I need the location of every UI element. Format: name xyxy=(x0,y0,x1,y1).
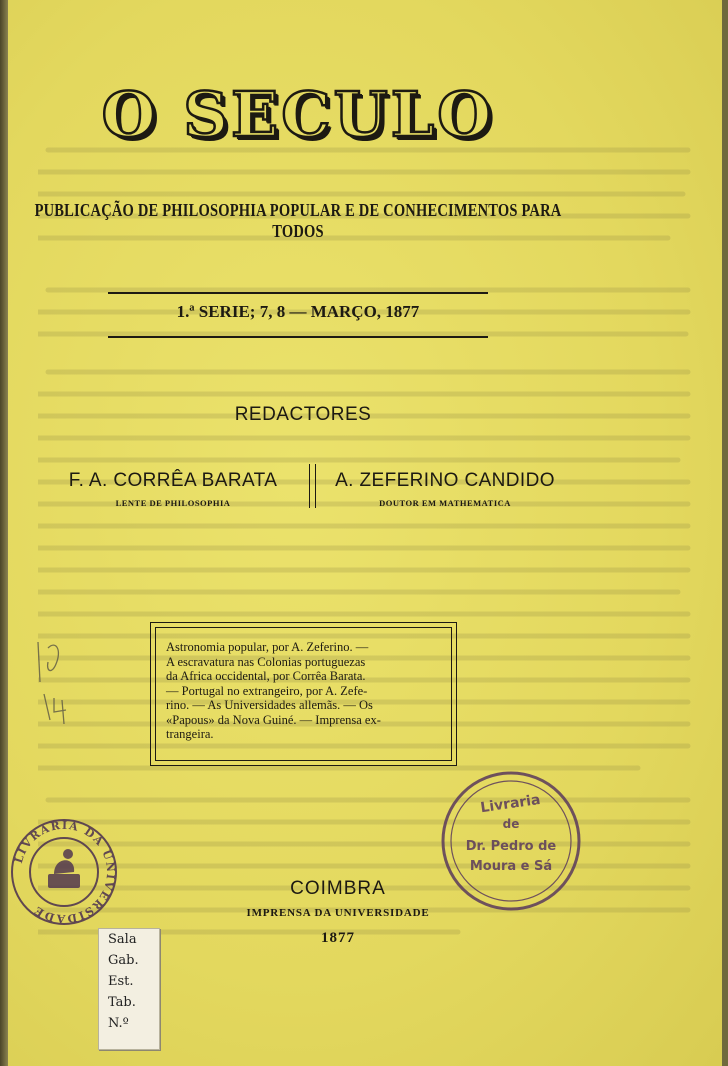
rule-top xyxy=(108,292,488,294)
pencil-margin-marks xyxy=(30,620,80,734)
editors-separator xyxy=(309,464,316,508)
contents-line: «Papous» da Nova Guiné. — Imprensa ex- xyxy=(166,712,381,727)
title-page xyxy=(8,0,722,1066)
editors-heading: REDACTORES xyxy=(234,404,372,425)
contents-line: — Portugal no extrangeiro, por A. Zefe- xyxy=(166,683,368,698)
shelf-field-est: Est. xyxy=(108,974,134,989)
editor-1-name: F. A. CORRÊA BARATA xyxy=(68,470,278,491)
shelf-field-no: N.º xyxy=(108,1016,129,1031)
university-library-stamp xyxy=(8,812,120,936)
editor-2-role: DOUTOR EM MATHEMATICA xyxy=(379,498,511,508)
svg-text:Livraria: Livraria xyxy=(479,791,542,817)
editor-2-name: A. ZEFERINO CANDIDO xyxy=(335,470,555,491)
editor-1 xyxy=(48,470,298,508)
journal-subtitle: PUBLICAÇÃO DE PHILOSOPHIA POPULAR E DE CONHECIMENTOS PARA TODOS xyxy=(34,200,562,242)
rule-bottom xyxy=(108,336,488,338)
contents-line: trangeira. xyxy=(166,727,214,741)
journal-title: O SECULO xyxy=(101,78,495,151)
contents-line: Astronomia popular, por A. Zeferino. — xyxy=(166,640,369,654)
contents-line: da Africa occidental, por Corrêa Barata. xyxy=(166,669,366,683)
editor-1-role: LENTE DE PHILOSOPHIA xyxy=(115,498,231,508)
contents-text xyxy=(166,640,446,742)
svg-text:Dr. Pedro de: Dr. Pedro de xyxy=(465,839,557,854)
book-spine-edge xyxy=(0,0,8,1066)
svg-text:LIVRARIA DA UNIVERSIDADE: LIVRARIA DA UNIVERSIDADE xyxy=(11,818,118,926)
imprint-press: IMPRENSA DA UNIVERSIDADE xyxy=(246,907,430,919)
shelf-field-sala: Sala xyxy=(108,932,137,947)
shelf-field-gab: Gab. xyxy=(108,953,139,968)
svg-text:de: de xyxy=(502,817,520,831)
contents-line: rino. — As Universidades allemãs. — Os xyxy=(166,698,373,712)
bleed-through-texture xyxy=(38,140,698,960)
bookseller-stamp xyxy=(438,768,584,918)
shelf-field-tab: Tab. xyxy=(108,995,136,1010)
imprint-year: 1877 xyxy=(321,930,355,946)
imprint-city: COIMBRA xyxy=(290,878,386,899)
shelf-mark-label xyxy=(98,928,160,1050)
series-issue-line: 1.ª SERIE; 7, 8 — MARÇO, 1877 xyxy=(176,302,420,321)
editor-2 xyxy=(320,470,570,508)
contents-line: A escravatura nas Colonias portuguezas xyxy=(166,654,366,669)
svg-text:Moura e Sá: Moura e Sá xyxy=(469,859,553,874)
